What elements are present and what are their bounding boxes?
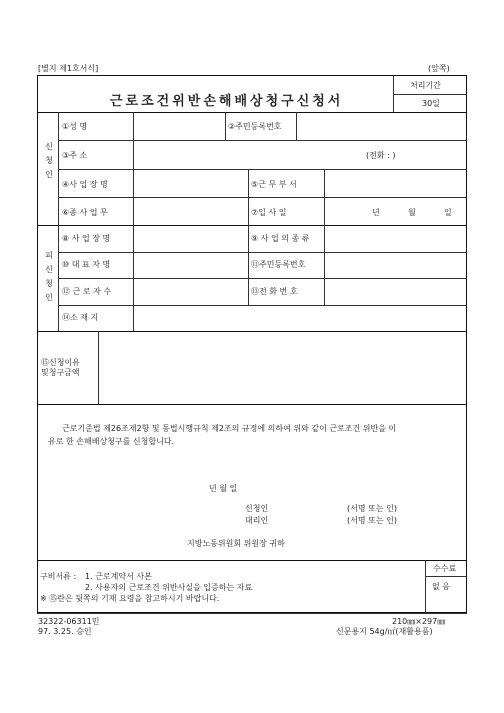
applicant-phone: (전화 : ) (366, 151, 396, 160)
respondent-representative-label: ⑩ 대 표 자 명 (62, 260, 111, 269)
agent-sign-note: (서명 또는 인) (347, 516, 397, 525)
statement-line-1: 근로기준법 제26조제2항 및 동법시행규칙 제2조의 규정에 의하여 위와 같이 근로조건 위반을 이 (62, 424, 397, 433)
respondent-resident-no-label: ⑪주민등록번호 (251, 260, 306, 269)
applicant-name-label: ①성 명 (62, 122, 88, 131)
paper-size: 210㎜×297㎜ (392, 617, 446, 626)
processing-value: 30일 (422, 99, 440, 108)
attachment-item-1: 1. 근로계약서 사본 (85, 572, 152, 581)
respondent-phone-label: ⑬전 화 번 호 (251, 287, 298, 296)
page-side: (앞쪽) (428, 64, 450, 73)
applicant-hire-date-label: ⑦입 사 일 (251, 208, 287, 217)
attachments-label: 구비서류 : (40, 572, 77, 581)
respondent-business-type-label: ⑨ 사 업 의 종 류 (251, 234, 310, 243)
form-title: 근로조건위반손해배상청구신청서 (110, 94, 344, 109)
applicant-address-label: ③주 소 (62, 151, 88, 160)
fee-label: 수수료 (433, 564, 457, 573)
reason-label: ⑮신청이유 및청구금액 (41, 358, 80, 377)
applicant-sign-note: (서명 또는 인) (347, 504, 397, 513)
application-date: 년 월 일 (209, 484, 238, 493)
hire-date-day-unit: 일 (444, 208, 452, 217)
respondent-workplace-label: ⑧ 사 업 장 명 (62, 234, 111, 243)
applicant-business-label: ⑥종 사 업 무 (62, 208, 108, 217)
statement-line-2: 유로 한 손해배상청구를 신청합니다. (48, 437, 175, 446)
paper-type: 신문용지 54g/㎡(재활용품) (336, 627, 433, 636)
attachment-item-2: 2. 사용자의 근로조건 위반사실을 입증하는 자료 (85, 583, 253, 592)
form-code: 32322-06311민 (38, 617, 100, 626)
respondent-group-label: 피 신 청 인 (45, 251, 53, 302)
applicant-workplace-label: ④사 업 장 명 (62, 180, 108, 189)
respondent-address-label: ⑭소 재 지 (62, 313, 99, 322)
hire-date-month-unit: 월 (408, 208, 416, 217)
attachment-note: ※ ⑮란은 뒷쪽의 기재 요령을 참고하시기 바랍니다. (40, 594, 220, 603)
form-number: [별지 제1호서식] (38, 64, 99, 73)
processing-label: 처리기간 (410, 81, 441, 90)
form-frame (37, 75, 467, 613)
applicant-sign-label: 신청인 (245, 504, 269, 513)
applicant-resident-no-label: ②주민등록번호 (228, 122, 282, 131)
hire-date-year-unit: 년 (372, 208, 380, 217)
respondent-employees-label: ⑫ 근 로 자 수 (62, 287, 112, 296)
addressee: 지방노동위원회 위원장 귀하 (187, 539, 285, 548)
fee-value: 없 음 (432, 582, 450, 591)
applicant-group-label: 신 청 인 (45, 142, 53, 179)
approval-date: 97. 3.25. 승인 (38, 627, 92, 636)
agent-sign-label: 대리인 (245, 516, 269, 525)
applicant-department-label: ⑤근 무 부 서 (251, 180, 297, 189)
